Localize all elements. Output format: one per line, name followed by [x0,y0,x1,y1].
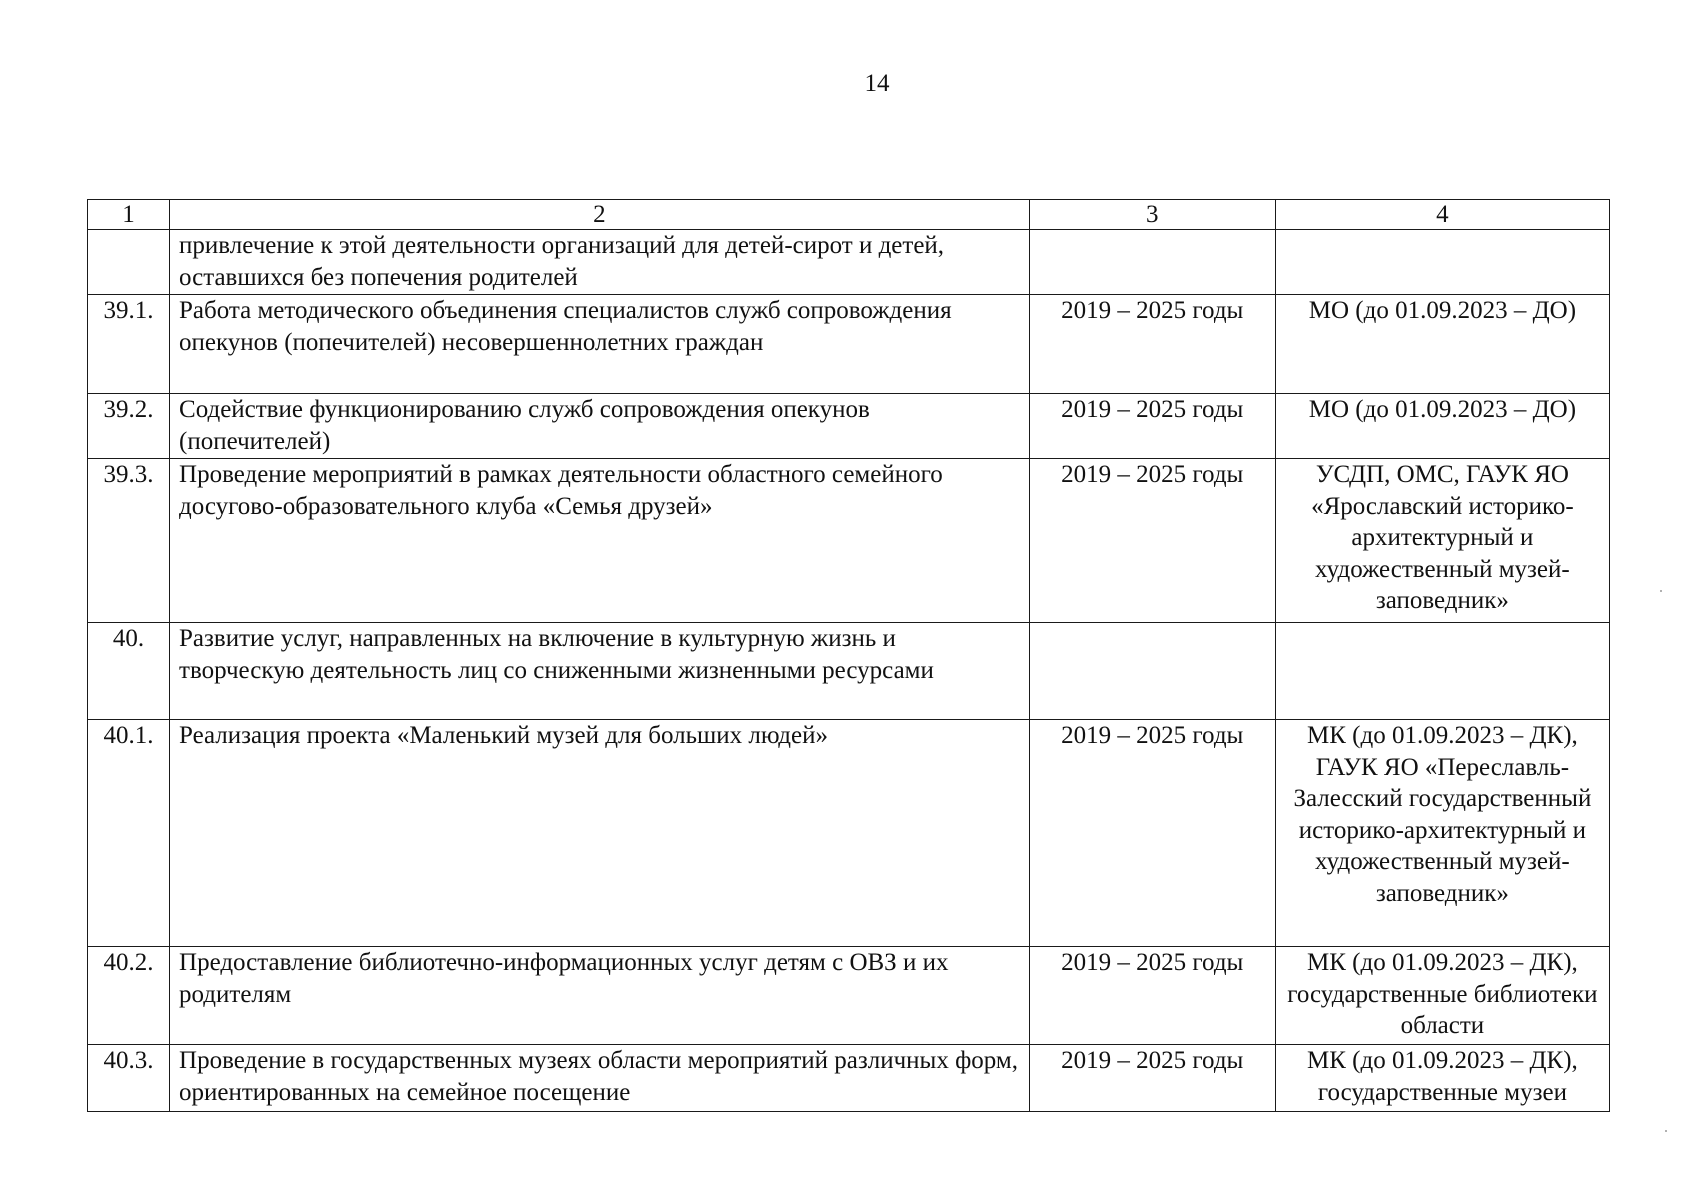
item-term: 2019 – 2025 годы [1029,1045,1275,1112]
item-activity: Проведение в государственных музеях области мероприятий различных форм, ориентированных на семейное посещение [170,1045,1030,1112]
scan-speck [1665,1130,1667,1132]
table-row [88,295,1610,394]
item-number: 39.2. [88,394,170,459]
table-row [88,1045,1610,1112]
item-number [88,230,170,295]
item-term: 2019 – 2025 годы [1029,295,1275,394]
item-executor: МК (до 01.09.2023 – ДК), государственные библиотеки области [1275,947,1609,1045]
table-row [88,623,1610,720]
item-executor: УСДП, ОМС, ГАУК ЯО «Ярославский историко-архитектурный и художественный музей-заповедник» [1275,459,1609,623]
item-executor: МК (до 01.09.2023 – ДК), ГАУК ЯО «Переславль-Залесский государственный историко-архитектурный и художественный музей-заповедник» [1275,720,1609,947]
item-executor: МО (до 01.09.2023 – ДО) [1275,394,1609,459]
item-executor: МК (до 01.09.2023 – ДК), государственные музеи [1275,1045,1609,1112]
item-number: 40. [88,623,170,720]
item-number: 39.1. [88,295,170,394]
item-executor [1275,230,1609,295]
column-header-3: 3 [1029,200,1275,230]
item-number: 40.1. [88,720,170,947]
column-header-1: 1 [88,200,170,230]
page-number: 14 [864,70,890,97]
column-header-4: 4 [1275,200,1609,230]
item-term: 2019 – 2025 годы [1029,459,1275,623]
item-number: 40.2. [88,947,170,1045]
item-term: 2019 – 2025 годы [1029,947,1275,1045]
table-row [88,720,1610,947]
item-activity: Реализация проекта «Маленький музей для больших людей» [170,720,1030,947]
item-activity: Проведение мероприятий в рамках деятельности областного семейного досугово-образовательного клуба «Семья друзей» [170,459,1030,623]
item-activity: Предоставление библиотечно-информационных услуг детям с ОВЗ и их родителям [170,947,1030,1045]
item-activity: Работа методического объединения специалистов служб сопровождения опекунов (попечителей) несовершеннолетних граждан [170,295,1030,394]
table-row [88,230,1610,295]
plan-table [87,199,1610,1112]
table-row [88,947,1610,1045]
item-activity: Развитие услуг, направленных на включение в культурную жизнь и творческую деятельность лиц со сниженными жизненными ресурсами [170,623,1030,720]
item-activity: привлечение к этой деятельности организаций для детей-сирот и детей, оставшихся без попечения родителей [170,230,1030,295]
scan-speck [1660,590,1662,592]
item-executor [1275,623,1609,720]
item-term: 2019 – 2025 годы [1029,720,1275,947]
item-number: 40.3. [88,1045,170,1112]
item-number: 39.3. [88,459,170,623]
table-row [88,459,1610,623]
item-activity: Содействие функционированию служб сопровождения опекунов (попечителей) [170,394,1030,459]
item-term [1029,623,1275,720]
item-executor: МО (до 01.09.2023 – ДО) [1275,295,1609,394]
item-term [1029,230,1275,295]
column-header-2: 2 [170,200,1030,230]
table-row [88,394,1610,459]
item-term: 2019 – 2025 годы [1029,394,1275,459]
table-header-row [88,200,1610,230]
